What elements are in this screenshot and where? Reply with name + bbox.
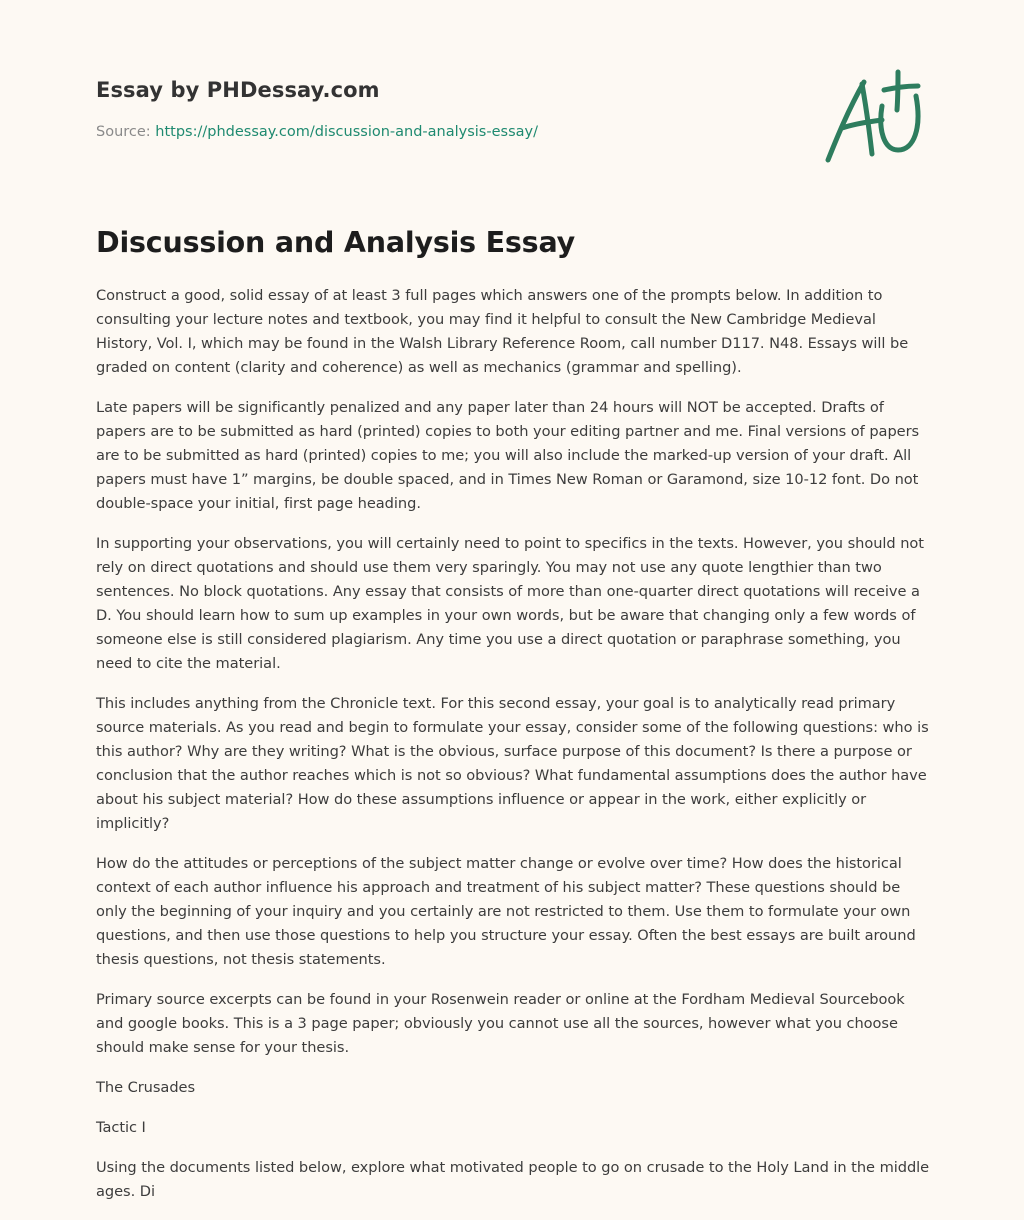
site-title: Essay by PHDessay.com	[96, 78, 380, 102]
essay-paragraph: Using the documents listed below, explore what motivated people to go on crusade to the Holy Land in the middle ages. Di	[96, 1159, 930, 1200]
section-heading-crusades: The Crusades	[96, 1079, 196, 1096]
essay-title: Discussion and Analysis Essay	[96, 226, 575, 259]
essay-paragraph: This includes anything from the Chronicle text. For this second essay, your goal is to analytically read primary source materials. As you read and begin to formulate your essay, consider some of the following questions: who is this author? Why are they writing? What is the obvious, surface purpose of this document? Is there a purpose or conclusion that the author reaches which is not so obvious? What fundamental assumptions does the author have about his subject material? How do these assumptions influence or appear in the work, either explicitly or implicitly?	[96, 695, 929, 832]
essay-paragraph: Primary source excerpts can be found in your Rosenwein reader or online at the Fordham Medieval Sourcebook and google books. This is a 3 page paper; obviously you cannot use all the sources, however what you choose should make sense for your thesis.	[96, 991, 905, 1056]
document-header	[96, 0, 932, 205]
essay-body	[96, 284, 932, 1220]
essay-paragraph: Late papers will be significantly penalized and any paper later than 24 hours will NOT be accepted. Drafts of papers are to be submitted as hard (printed) copies to both your editing partner and me. Final versions of papers are to be submitted as hard (printed) copies to me; you will also include the marked-up version of your draft. All papers must have 1” margins, be double spaced, and in Times New Roman or Garamond, size 10-12 font. Do not double-space your initial, first page heading.	[96, 399, 920, 512]
source-link[interactable]: https://phdessay.com/discussion-and-analysis-essay/	[155, 124, 538, 140]
essay-paragraph: How do the attitudes or perceptions of the subject matter change or evolve over time? How does the historical context of each author influence his approach and treatment of his subject matter? These questions should be only the beginning of your inquiry and you certainly are not restricted to them. Use them to formulate your own questions, and then use those questions to help you structure your essay. Often the best essays are built around thesis questions, not thesis statements.	[96, 855, 916, 968]
source-label: Source:	[96, 124, 151, 140]
essay-paragraph: Construct a good, solid essay of at least 3 full pages which answers one of the prompts below. In addition to consulting your lecture notes and textbook, you may find it helpful to consult the New Cambridge Medieval History, Vol. I, which may be found in the Walsh Library Reference Room, call number D117. N48. Essays will be graded on content (clarity and coherence) as well as mechanics (grammar and spelling).	[96, 287, 909, 376]
source-line	[96, 124, 538, 140]
essay-paragraph: In supporting your observations, you will certainly need to point to specifics in the texts. However, you should not rely on direct quotations and should use them very sparingly. You may not use any quote lengthier than two sentences. No block quotations. Any essay that consists of more than one-quarter direct quotations will receive a D. You should learn how to sum up examples in your own words, but be aware that changing only a few words of someone else is still considered plagiarism. Any time you use a direct quotation or paraphrase something, you need to cite the material.	[96, 535, 924, 672]
a-plus-grade-icon	[822, 66, 928, 166]
section-heading-tactic: Tactic I	[96, 1119, 146, 1136]
document-page	[96, 0, 932, 1200]
